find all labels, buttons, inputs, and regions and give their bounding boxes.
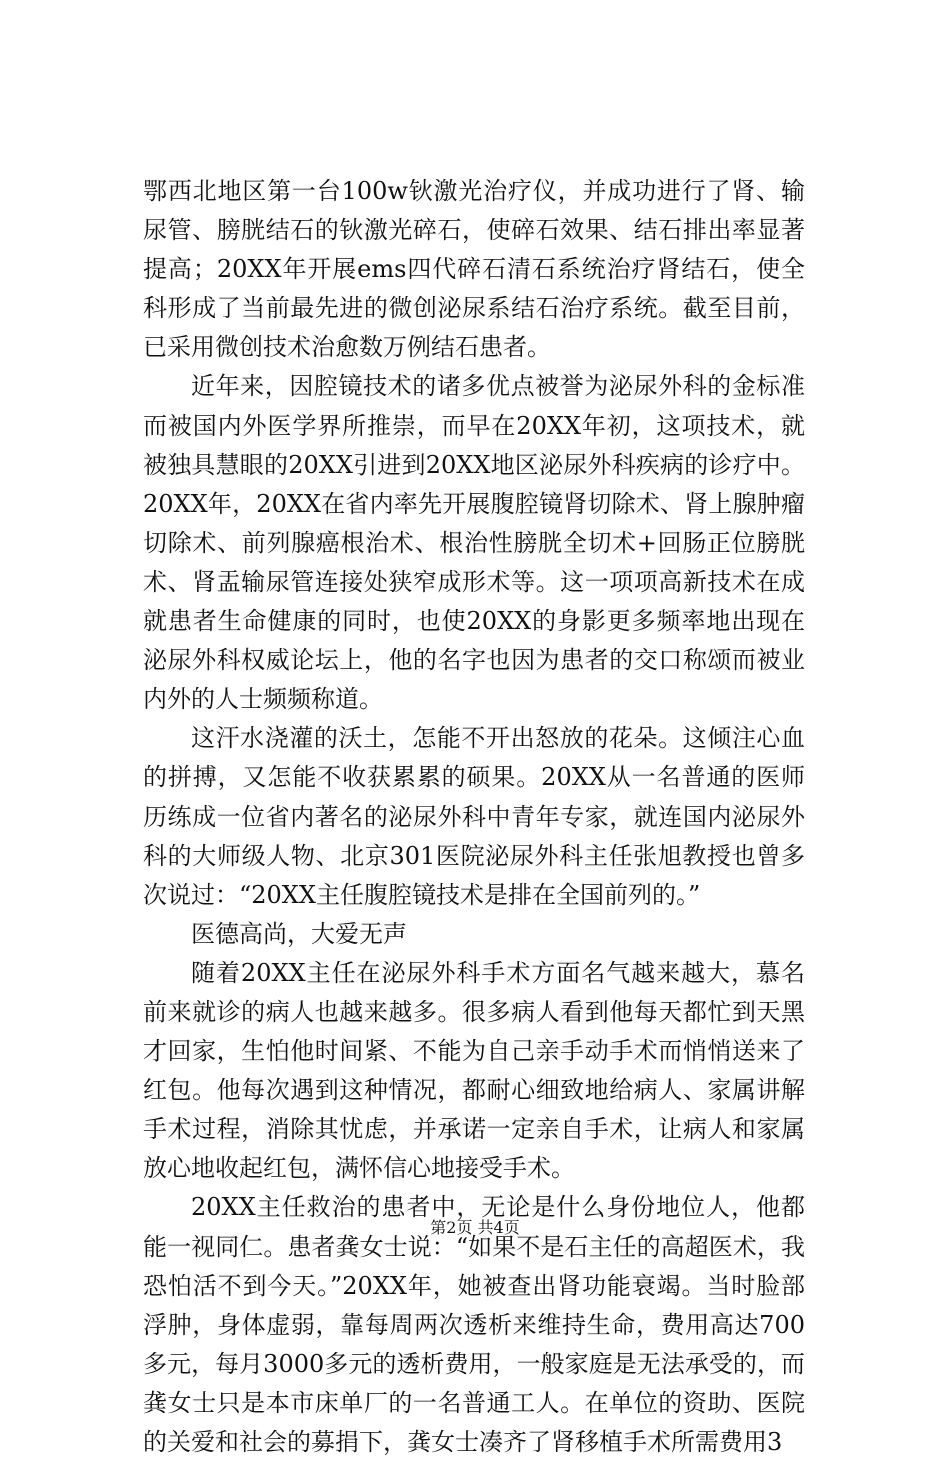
paragraph-continued: 鄂西北地区第一台100w钬激光治疗仪，并成功进行了肾、输尿管、膀胱结石的钬激光碎石，使碎石效果、结石排出率显著提高；20XX年开展ems四代碎石清石系统治疗肾结石，使全科形成了当前最先进的微创泌尿系结石治疗系统。截至目前，已采用微创技术治愈数万例结石患者。 — [143, 177, 805, 362]
paragraph-laparoscopy: 近年来，因腔镜技术的诸多优点被誉为泌尿外科的金标准而被国内外医学界所推崇，而早在20XX年初，这项技术，就被独具慧眼的20XX引进到20XX地区泌尿外科疾病的诊疗中。20XX年，20XX在省内率先开展腹腔镜肾切除术、肾上腺肿瘤切除术、前列腺癌根治术、根治性膀胱全切术+回肠正位膀胱术、肾盂输尿管连接处狭窄成形术等。这一项项高新技术在成就患者生命健康的同时，也使20XX的身影更多频率地出现在泌尿外科权威论坛上，他的名字也因为患者的交口称颂而被业内外的人士频频称道。 — [143, 372, 805, 714]
paragraph-patient-story: 20XX主任救治的患者中，无论是什么身份地位人，他都能一视同仁。患者龚女士说：“如果不是石主任的高超医术，我恐怕活不到今天。”20XX年，她被查出肾功能衰竭。当时脸部浮肿，身体虚弱，靠每周两次透析来维持生命，费用高达700多元，每月3000多元的透析费用，一般家庭是无法承受的，而龚女士只是本市床单厂的一名普通工人。在单位的资助、医院的关爱和社会的募捐下，龚女士凑齐了肾移植手术所需费用3 — [143, 1193, 805, 1456]
document-body — [143, 172, 805, 1462]
page-number-footer: 第2页 共4页 — [430, 1218, 520, 1237]
paragraph-achievements: 这汗水浇灌的沃土，怎能不开出怒放的花朵。这倾注心血的拼搏，又怎能不收获累累的硕果。20XX从一名普通的医师历练成一位省内著名的泌尿外科中青年专家，就连国内泌尿外科的大师级人物、北京301医院泌尿外科主任张旭教授也曾多次说过：“20XX主任腹腔镜技术是排在全国前列的。” — [143, 724, 805, 909]
section-heading: 医德高尚，大爱无声 — [191, 919, 407, 948]
paragraph-red-envelope: 随着20XX主任在泌尿外科手术方面名气越来越大，慕名前来就诊的病人也越来越多。很多病人看到他每天都忙到天黑才回家，生怕他时间紧、不能为自己亲手动手术而悄悄送来了红包。他每次遇到这种情况，都耐心细致地给病人、家属讲解手术过程，消除其忧虑，并承诺一定亲自手术，让病人和家属放心地收起红包，满怀信心地接受手术。 — [143, 958, 805, 1183]
